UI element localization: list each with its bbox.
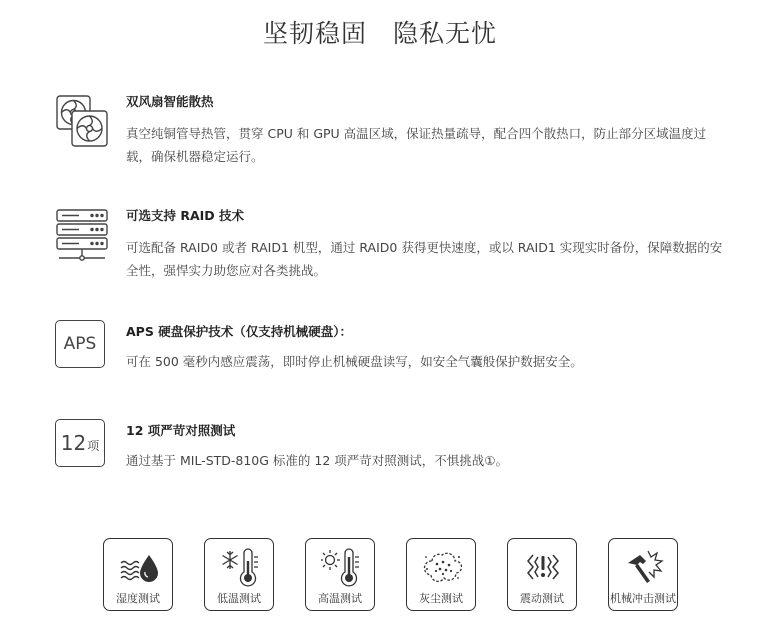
test-label: 高温测试 xyxy=(318,592,362,605)
test-icons-row xyxy=(103,538,683,612)
feature-body: 可选配备 RAID0 或者 RAID1 机型，通过 RAID0 获得更快速度，或以 RAID1 实现实时备份，保障数据的安全性，强悍实力助您应对各类挑战。 xyxy=(126,240,723,278)
feature-raid xyxy=(55,208,735,280)
twelve-tests-icon: 12项 xyxy=(55,419,105,467)
dual-fan-icon xyxy=(55,94,109,148)
feature-heading: 双风扇智能散热 xyxy=(126,94,214,109)
page-title: 坚韧稳固 隐私无忧 xyxy=(262,19,497,48)
test-label: 震动测试 xyxy=(520,592,564,605)
test-vibration xyxy=(507,538,577,611)
feature-heading: 可选支持 RAID 技术 xyxy=(126,208,245,223)
feature-heading: 12 项严苛对照测试 xyxy=(126,423,236,438)
test-label: 机械冲击测试 xyxy=(610,592,676,605)
test-dust xyxy=(406,538,476,611)
test-mechanical-shock xyxy=(608,538,678,611)
aps-icon: APS xyxy=(55,320,105,368)
feature-body: 可在 500 毫秒内感应震荡，即时停止机械硬盘读写，如安全气囊般保护数据安全。 xyxy=(126,354,583,369)
feature-heading: APS 硬盘保护技术（仅支持机械硬盘）： xyxy=(126,324,352,339)
mechanical-shock-icon xyxy=(624,547,664,587)
feature-body: 通过基于 MIL-STD-810G 标准的 12 项严苛对照测试，不惧挑战①。 xyxy=(126,453,508,468)
test-high-temp xyxy=(305,538,375,611)
test-low-temp xyxy=(204,538,274,611)
test-label: 低温测试 xyxy=(217,592,261,605)
low-temperature-icon xyxy=(220,547,260,587)
humidity-icon xyxy=(119,547,159,587)
server-stack-icon xyxy=(55,208,109,262)
dust-icon xyxy=(422,547,462,587)
feature-aps xyxy=(55,320,735,372)
test-humidity xyxy=(103,538,173,611)
feature-body: 真空纯铜管导热管，贯穿 CPU 和 GPU 高温区域，保证热量疏导，配合四个散热口，防止部分区域温度过载，确保机器稳定运行。 xyxy=(126,126,707,164)
test-label: 灰尘测试 xyxy=(419,592,463,605)
feature-12-tests xyxy=(55,419,735,471)
test-label: 湿度测试 xyxy=(116,592,160,605)
vibration-icon xyxy=(523,547,563,587)
high-temperature-icon xyxy=(321,547,361,587)
feature-dual-fan xyxy=(55,94,735,166)
